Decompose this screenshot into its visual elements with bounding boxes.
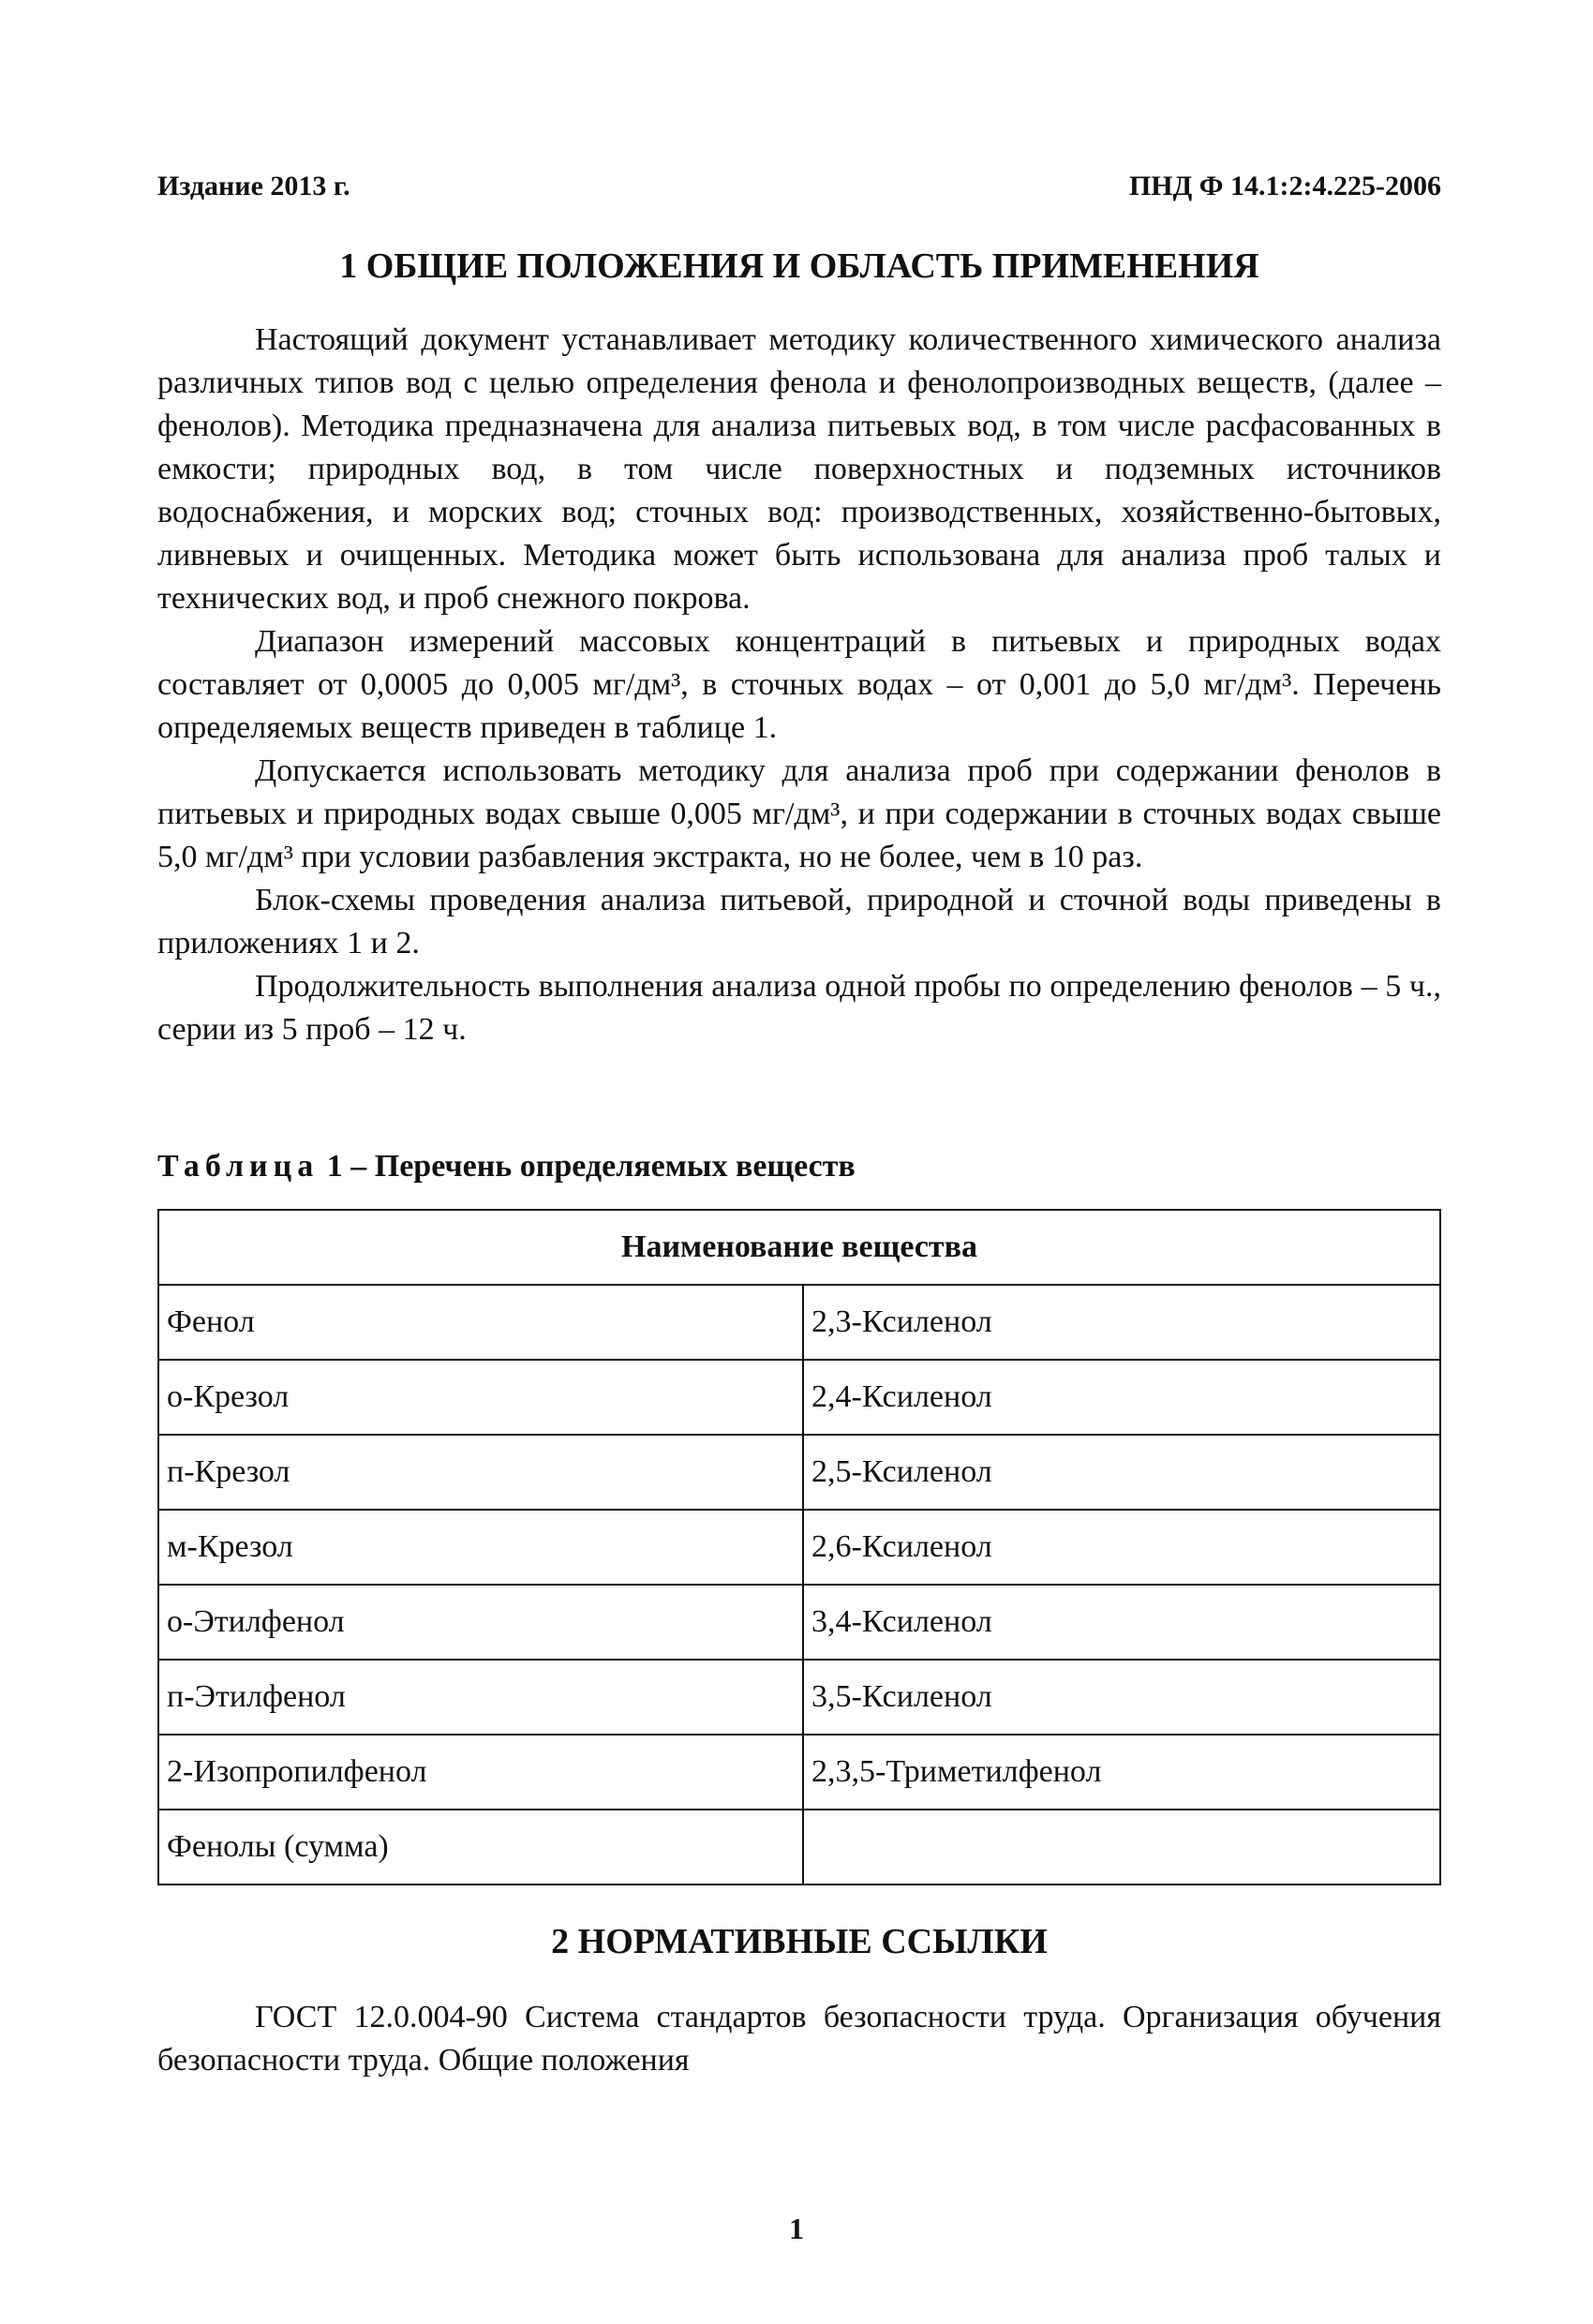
- table-cell: 2,3-Ксиленол: [803, 1285, 1440, 1360]
- document-code: ПНД Ф 14.1:2:4.225-2006: [1128, 171, 1441, 201]
- table-row: [158, 1510, 1440, 1585]
- table-caption-prefix: Таблица: [157, 1149, 320, 1184]
- table-cell: 3,5-Ксиленол: [803, 1660, 1440, 1735]
- table-row: [158, 1660, 1440, 1735]
- table-cell: м-Крезол: [158, 1510, 803, 1585]
- table-cell: о-Этилфенол: [158, 1585, 803, 1660]
- page-number: 1: [789, 2212, 804, 2245]
- table-cell: Фенол: [158, 1285, 803, 1360]
- table-cell: [803, 1810, 1440, 1885]
- table-cell: 2,4-Ксиленол: [803, 1360, 1440, 1435]
- section-2-body: [157, 1996, 1441, 2082]
- paragraph: Блок-схемы проведения анализа питьевой, природной и сточной воды приведены в приложениях 1 и 2.: [157, 883, 1441, 961]
- table-cell: 2,3,5-Триметилфенол: [803, 1735, 1440, 1810]
- section-2-title: 2 НОРМАТИВНЫЕ ССЫЛКИ: [551, 1922, 1048, 1961]
- table-row: [158, 1585, 1440, 1660]
- table-row: [158, 1435, 1440, 1510]
- table-cell: 3,4-Ксиленол: [803, 1585, 1440, 1660]
- page-header: [157, 171, 1441, 208]
- table-cell: п-Крезол: [158, 1435, 803, 1510]
- table-cell: о-Крезол: [158, 1360, 803, 1435]
- paragraph: ГОСТ 12.0.004-90 Система стандартов безопасности труда. Организация обучения безопасности труда. Общие положения: [157, 2000, 1441, 2078]
- table-cell: 2,5-Ксиленол: [803, 1435, 1440, 1510]
- table-row: [158, 1285, 1440, 1360]
- paragraph: Продолжительность выполнения анализа одной пробы по определению фенолов – 5 ч., серии из 5 проб – 12 ч.: [157, 969, 1441, 1047]
- paragraph: Допускается использовать методику для анализа проб при содержании фенолов в питьевых и природных водах свыше 0,005 мг/дм³, и при содержании в сточных водах свыше 5,0 мг/дм³ при условии разбавления экстракта, но не более, чем в 10 раз.: [157, 753, 1441, 874]
- table-1-caption: [157, 1149, 856, 1184]
- table-cell: п-Этилфенол: [158, 1660, 803, 1735]
- section-1-body: [157, 319, 1441, 1051]
- table-cell: 2,6-Ксиленол: [803, 1510, 1440, 1585]
- table-row: [158, 1360, 1440, 1435]
- table-row: [158, 1810, 1440, 1885]
- table-caption-text: 1 – Перечень определяемых веществ: [319, 1149, 856, 1184]
- table-cell: Фенолы (сумма): [158, 1810, 803, 1885]
- table-header-row: [158, 1210, 1440, 1285]
- paragraph: Диапазон измерений массовых концентраций в питьевых и природных водах составляет от 0,0005 до 0,005 мг/дм³, в сточных водах – от 0,001 до 5,0 мг/дм³. Перечень определяемых веществ приведен в таблице 1.: [157, 624, 1441, 745]
- table-cell: 2-Изопропилфенол: [158, 1735, 803, 1810]
- table-row: [158, 1735, 1440, 1810]
- edition-label: Издание 2013 г.: [157, 171, 350, 201]
- table-header-cell: Наименование вещества: [158, 1210, 1440, 1285]
- section-1-title: 1 ОБЩИЕ ПОЛОЖЕНИЯ И ОБЛАСТЬ ПРИМЕНЕНИЯ: [339, 246, 1259, 286]
- substances-table: [157, 1209, 1441, 1885]
- paragraph: Настоящий документ устанавливает методику количественного химического анализа различных типов вод с целью определения фенола и фенолопроизводных веществ, (далее – фенолов). Методика предназначена для анализа питьевых вод, в том числе расфасованных в емкости; природных вод, в том числе поверхностных и подземных источников водоснабжения, и морских вод; сточных вод: производственных, хозяйственно-бытовых, ливневых и очищенных. Методика может быть использована для анализа проб талых и технических вод, и проб снежного покрова.: [157, 322, 1441, 616]
